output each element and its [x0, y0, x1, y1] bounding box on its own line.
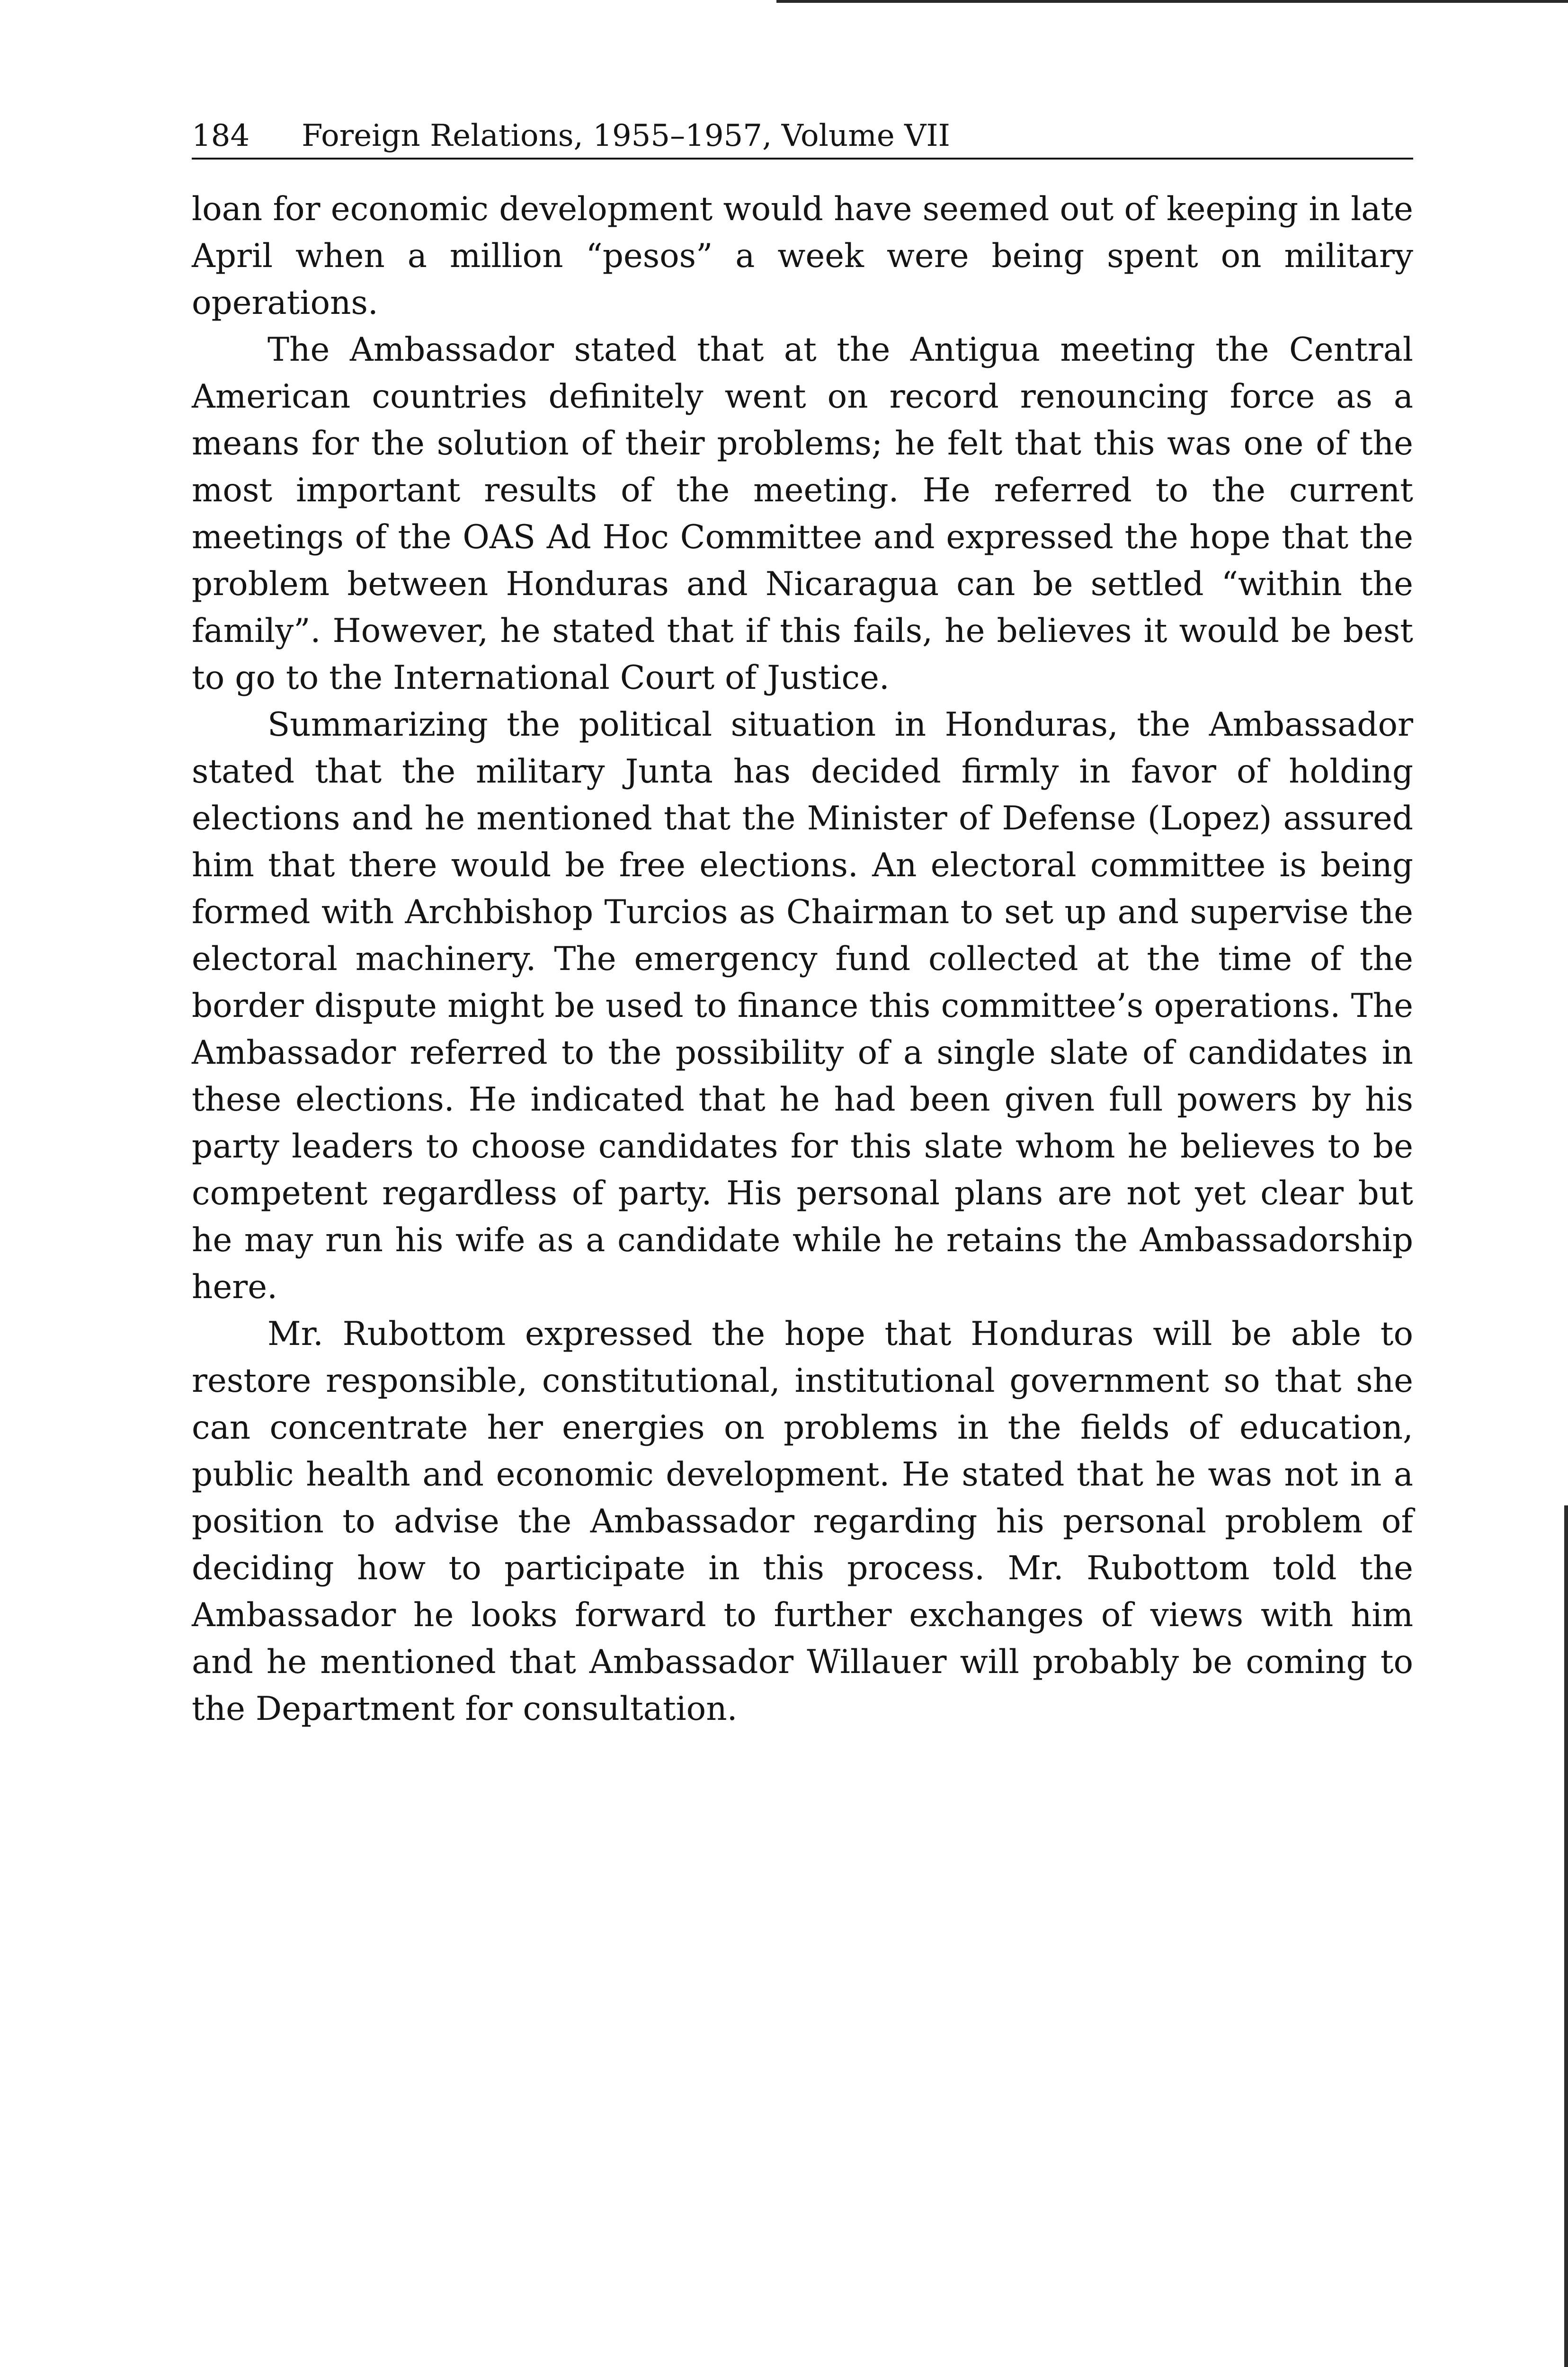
paragraph-rubottom: Mr. Rubottom expressed the hope that Honduras will be able to restore responsible, constitutional, institutional government so that she can concentrate her energies on problems in the fields of education, public health and economic development. He stated that he was not in a position to advise the Ambassador regarding his personal problem of deciding how to participate in this process. Mr. Rubottom told the Ambassador he looks forward to further exchanges of views with him and he mentioned that Ambassador Willauer will probably be coming to the Department for consultation. [192, 1315, 1413, 1728]
paragraph-political-situation: Summarizing the political situation in Honduras, the Ambassador stated that the military Junta has decided firmly in favor of holding elections and he mentioned that the Minister of Defense (Lopez) assured him that there would be free elections. An electoral committee is being formed with Archbishop Turcios as Chairman to set up and supervise the electoral machinery. The emergency fund collected at the time of the border dispute might be used to finance this committee’s operations. The Ambassador referred to the possibility of a single slate of candidates in these elections. He indicated that he had been given full powers by his party leaders to choose candidates for this slate whom he believes to be competent regardless of party. His personal plans are not yet clear but he may run his wife as a candidate while he retains the Ambassadorship here. [192, 706, 1413, 1306]
document-page [192, 118, 1413, 1733]
page-number: 184 [192, 118, 250, 153]
paragraph-continuation: loan for economic development would have seemed out of keeping in late April when a million “pesos” a week were being spent on military operations. [192, 190, 1413, 322]
running-header [192, 118, 1413, 160]
page-edge-right [1564, 1505, 1568, 2367]
body-text [192, 186, 1413, 1733]
running-title: Foreign Relations, 1955–1957, Volume VII [302, 118, 950, 153]
paragraph-antigua-meeting: The Ambassador stated that at the Antigua meeting the Central American countries definitely went on record renouncing force as a means for the solution of their problems; he felt that this was one of the most important results of the meeting. He referred to the current meetings of the OAS Ad Hoc Committee and expressed the hope that the problem between Honduras and Nicaragua can be settled “within the family”. However, he stated that if this fails, he believes it would be best to go to the International Court of Justice. [192, 331, 1413, 697]
page-edge-top [776, 0, 1568, 3]
